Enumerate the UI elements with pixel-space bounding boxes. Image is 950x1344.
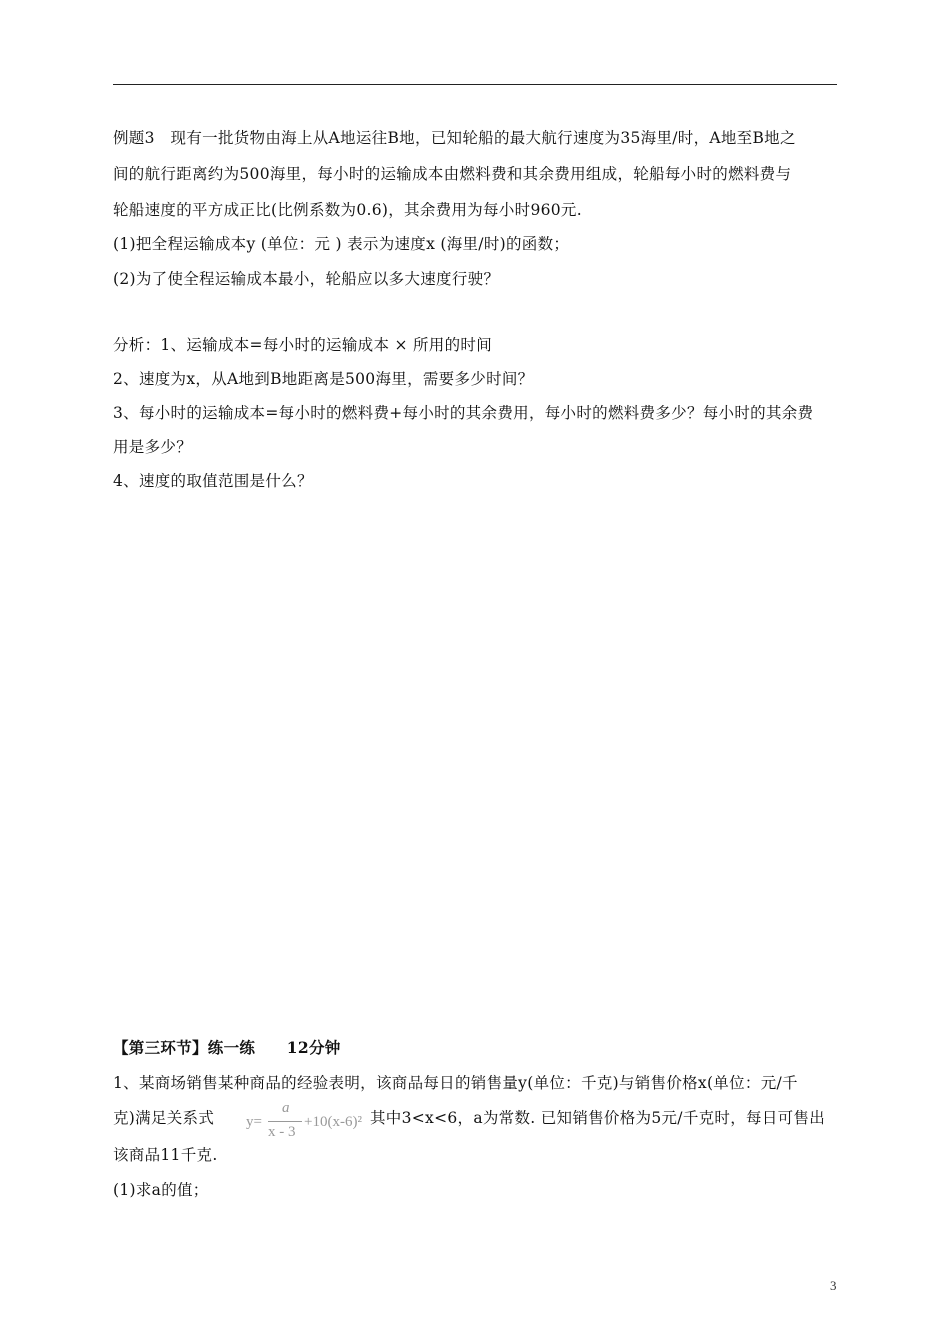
page-number: 3 <box>830 1278 837 1293</box>
header-rule <box>113 84 837 85</box>
analysis-point3-cont: 用是多少？ <box>113 438 193 456</box>
section3-problem-line2a: 克)满足关系式 <box>113 1109 215 1127</box>
example3-line2: 间的航行距离约为500海里，每小时的运输成本由燃料费和其余费用组成，轮船每小时的燃料费与 <box>113 165 792 183</box>
analysis-point2: 2、速度为x，从A地到B地距离是500海里，需要多少时间？ <box>113 370 534 388</box>
relation-formula <box>246 1102 374 1144</box>
section3-problem-line1: 1、某商场销售某种商品的经验表明，该商品每日的销售量y(单位：千克)与销售价格x(单位：元/千 <box>113 1074 798 1092</box>
analysis-point1: 分析：1、运输成本=每小时的运输成本 × 所用的时间 <box>113 336 492 354</box>
formula-fraction-bar <box>268 1121 302 1122</box>
example3-question2: (2)为了使全程运输成本最小，轮船应以多大速度行驶？ <box>113 270 500 288</box>
example3-line1: 例题3 现有一批货物由海上从A地运往B地，已知轮船的最大航行速度为35海里/时，A地至B地之 <box>113 129 796 147</box>
section3-problem-line3: 该商品11千克. <box>113 1146 218 1164</box>
section3-heading: 【第三环节】练一练 12分钟 <box>113 1038 341 1057</box>
example3-line3: 轮船速度的平方成正比(比例系数为0.6)，其余费用为每小时960元. <box>113 201 582 219</box>
section3-problem-line2b: 其中3<x<6，a为常数. 已知销售价格为5元/千克时，每日可售出 <box>370 1109 826 1127</box>
formula-lhs: y= <box>246 1114 262 1130</box>
section3-question1: (1)求a的值； <box>113 1181 209 1199</box>
formula-numerator: a <box>282 1100 290 1116</box>
example3-question1: (1)把全程运输成本y (单位：元 ) 表示为速度x (海里/时)的函数； <box>113 235 570 253</box>
formula-rest: +10(x-6)² <box>304 1114 362 1130</box>
formula-denominator: x - 3 <box>268 1124 296 1140</box>
analysis-point4: 4、速度的取值范围是什么？ <box>113 472 313 490</box>
analysis-point3: 3、每小时的运输成本=每小时的燃料费+每小时的其余费用，每小时的燃料费多少？每小时的其余费 <box>113 404 814 422</box>
